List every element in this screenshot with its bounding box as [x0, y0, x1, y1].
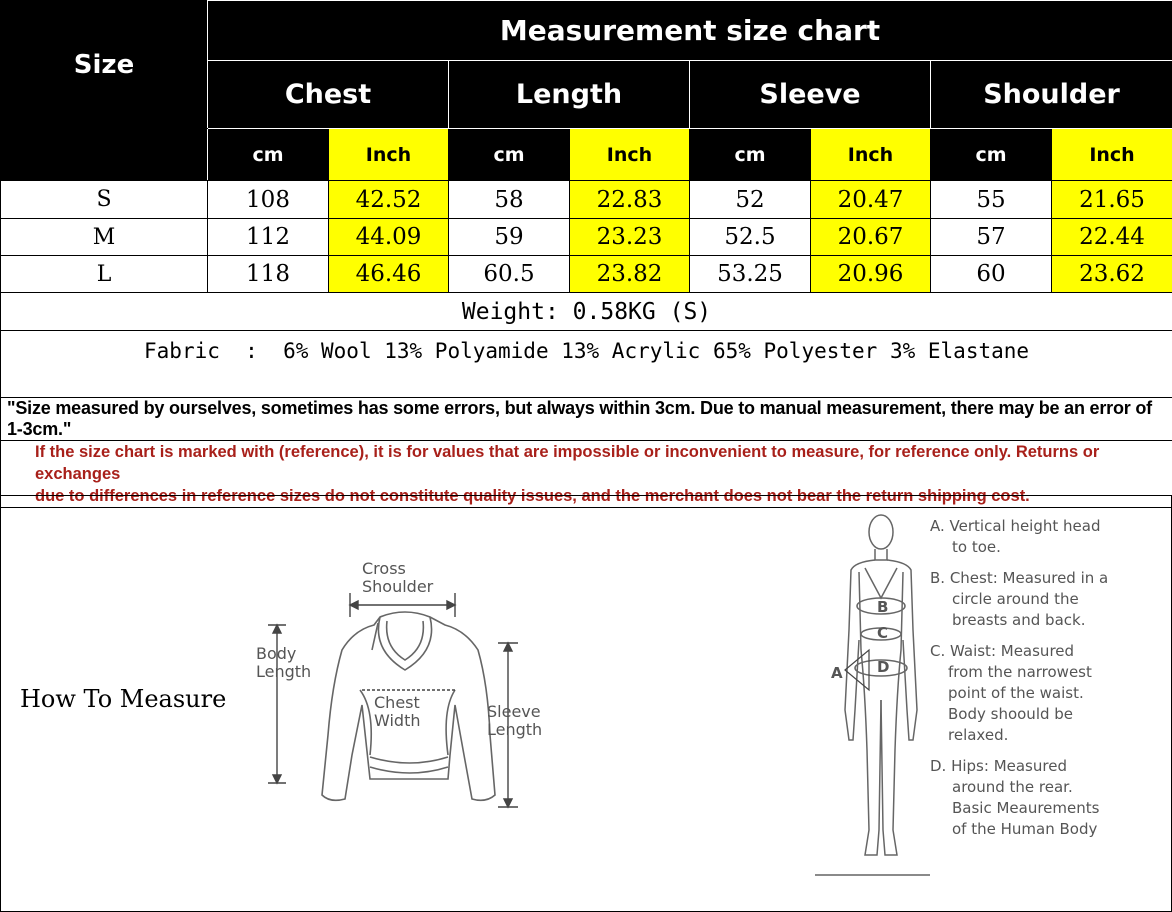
how-to-measure-label: How To Measure — [20, 685, 227, 713]
sleeve-inch: 20.96 — [811, 256, 931, 293]
unit-inch: Inch — [329, 129, 449, 181]
shoulder-inch: 22.44 — [1052, 219, 1172, 256]
size-header-spacer — [1, 129, 208, 181]
label-body-length: Length — [256, 662, 312, 681]
disclaimer-note: "Size measured by ourselves, sometimes has some errors, but always within 3cm. Due to manual measurement, there may be an error of 1-3cm." — [1, 398, 1172, 441]
human-body-icon — [845, 515, 917, 855]
shoulder-cm: 57 — [931, 219, 1052, 256]
chest-cm: 112 — [208, 219, 329, 256]
weight-row: Weight: 0.58KG (S) — [1, 293, 1172, 331]
length-inch: 22.83 — [570, 181, 690, 219]
unit-inch: Inch — [1052, 129, 1172, 181]
marker-b: B — [877, 598, 889, 616]
label-chest: Chest — [374, 693, 420, 712]
note-c-line5: relaxed. — [948, 726, 1009, 744]
length-inch: 23.23 — [570, 219, 690, 256]
unit-inch: Inch — [570, 129, 690, 181]
chest-inch: 42.52 — [329, 181, 449, 219]
group-shoulder: Shoulder — [931, 61, 1172, 129]
sleeve-cm: 52.5 — [690, 219, 811, 256]
note-a-line2: to toe. — [952, 538, 1001, 556]
note-b-line2: circle around the — [952, 590, 1079, 608]
sleeve-cm: 52 — [690, 181, 811, 219]
length-cm: 58 — [449, 181, 570, 219]
note-d-line3: Basic Meaurements — [952, 799, 1100, 817]
table-row — [1, 219, 1172, 256]
note-c-line2: from the narrowest — [948, 663, 1092, 681]
fabric-row: Fabric : 6% Wool 13% Polyamide 13% Acrylic 65% Polyester 3% Elastane — [1, 331, 1172, 398]
chart-title: Measurement size chart — [208, 1, 1172, 61]
sweater-diagram — [250, 555, 550, 815]
note-d-line2: around the rear. — [952, 778, 1073, 796]
unit-cm: cm — [449, 129, 570, 181]
table-row — [1, 256, 1172, 293]
note-a-line1: A. Vertical height head — [930, 517, 1101, 535]
length-inch: 23.82 — [570, 256, 690, 293]
body-measurement-notes — [930, 516, 1130, 850]
warning-line-1: If the size chart is marked with (reference), it is for values that are impossible or inconvenient to measure, for reference only. Returns or exchanges — [35, 443, 1100, 483]
sleeve-inch: 20.47 — [811, 181, 931, 219]
chest-cm: 118 — [208, 256, 329, 293]
warning-line-2: due to differences in reference sizes do not constitute quality issues, and the merchant does not bear the return shipping cost. — [35, 487, 1030, 505]
table-row — [1, 181, 1172, 219]
label-body: Body — [256, 644, 297, 663]
sleeve-cm: 53.25 — [690, 256, 811, 293]
row-size: L — [1, 256, 208, 293]
note-b-line3: breasts and back. — [952, 611, 1086, 629]
note-c-line3: point of the waist. — [948, 684, 1084, 702]
group-sleeve: Sleeve — [690, 61, 931, 129]
shoulder-inch: 21.65 — [1052, 181, 1172, 219]
group-length: Length — [449, 61, 690, 129]
chest-inch: 44.09 — [329, 219, 449, 256]
marker-a: A — [831, 664, 843, 682]
label-sleeve: Sleeve — [487, 702, 541, 721]
marker-d: D — [877, 658, 890, 676]
unit-cm: cm — [208, 129, 329, 181]
group-chest: Chest — [208, 61, 449, 129]
shoulder-cm: 60 — [931, 256, 1052, 293]
chest-cm: 108 — [208, 181, 329, 219]
label-cross: Cross — [362, 559, 406, 578]
note-c-line4: Body shoould be — [948, 705, 1074, 723]
label-sleeve-length: Length — [487, 720, 543, 739]
unit-cm: cm — [931, 129, 1052, 181]
shoulder-inch: 23.62 — [1052, 256, 1172, 293]
size-header: Size — [1, 1, 208, 129]
note-b-line1: B. Chest: Measured in a — [930, 569, 1109, 587]
body-diagram — [815, 510, 930, 880]
chest-inch: 46.46 — [329, 256, 449, 293]
label-shoulder: Shoulder — [362, 577, 434, 596]
label-width: Width — [374, 711, 421, 730]
note-d-line4: of the Human Body — [952, 820, 1098, 838]
row-size: M — [1, 219, 208, 256]
note-c-line1: C. Waist: Measured — [930, 642, 1075, 660]
length-cm: 59 — [449, 219, 570, 256]
row-size: S — [1, 181, 208, 219]
note-d-line1: D. Hips: Measured — [930, 757, 1067, 775]
unit-inch: Inch — [811, 129, 931, 181]
unit-cm: cm — [690, 129, 811, 181]
sleeve-inch: 20.67 — [811, 219, 931, 256]
length-cm: 60.5 — [449, 256, 570, 293]
shoulder-cm: 55 — [931, 181, 1052, 219]
marker-c: C — [877, 624, 889, 642]
